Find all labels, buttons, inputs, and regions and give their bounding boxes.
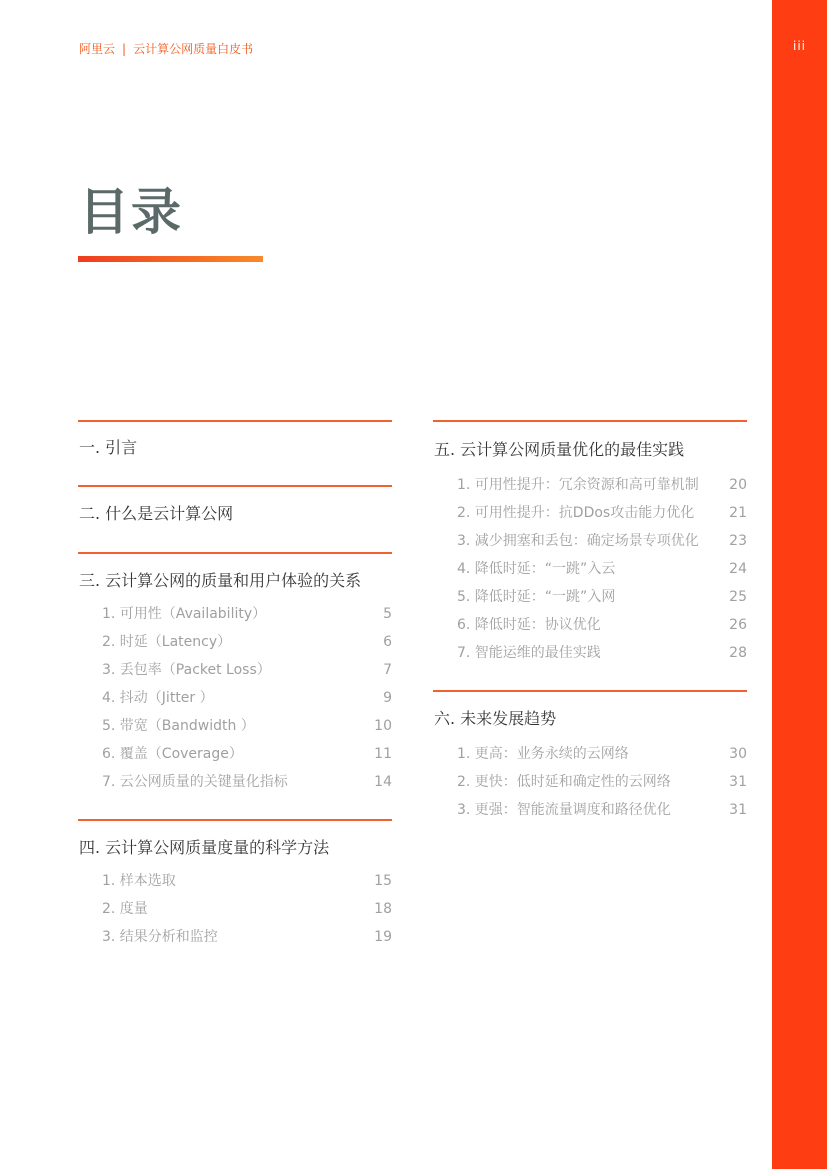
entry-page-number: 20: [729, 477, 747, 493]
section-title[interactable]: 六. 未来发展趋势: [434, 709, 557, 728]
toc-entry-list: [78, 867, 392, 951]
entry-page-number: 5: [383, 606, 392, 622]
entry-label: 2. 可用性提升：抗DDos攻击能力优化: [457, 505, 695, 521]
toc-entry[interactable]: [78, 867, 392, 895]
toc-entry[interactable]: [433, 740, 747, 768]
toc-entry[interactable]: [433, 583, 747, 611]
entry-page-number: 9: [383, 690, 392, 706]
accent-side-band: [772, 0, 827, 1169]
toc-section[interactable]: [78, 485, 392, 535]
toc-section[interactable]: [78, 420, 392, 468]
title-underline: [78, 256, 263, 262]
entry-label: 1. 可用性提升：冗余资源和高可靠机制: [457, 477, 699, 493]
toc-entry[interactable]: [78, 628, 392, 656]
entry-label: 3. 结果分析和监控: [102, 929, 218, 945]
entry-label: 5. 降低时延：“一跳”入网: [457, 589, 616, 605]
section-divider: [78, 485, 392, 487]
toc-entry[interactable]: [433, 639, 747, 667]
toc-entry[interactable]: [433, 611, 747, 639]
entry-label: 7. 智能运维的最佳实践: [457, 645, 601, 661]
section-title[interactable]: 一. 引言: [79, 438, 138, 457]
entry-label: 1. 更高：业务永续的云网络: [457, 746, 629, 762]
entry-label: 6. 降低时延：协议优化: [457, 617, 601, 633]
entry-label: 6. 覆盖（Coverage）: [102, 746, 243, 762]
toc-entry-list: [433, 471, 747, 667]
toc-entry[interactable]: [433, 555, 747, 583]
section-divider: [433, 690, 747, 692]
toc-entry[interactable]: [433, 499, 747, 527]
section-divider: [433, 420, 747, 422]
entry-label: 2. 时延（Latency）: [102, 634, 232, 650]
section-title[interactable]: 二. 什么是云计算公网: [79, 504, 234, 523]
entry-label: 3. 减少拥塞和丢包：确定场景专项优化: [457, 533, 699, 549]
toc-title: 目录: [79, 183, 183, 241]
toc-entry[interactable]: [78, 684, 392, 712]
entry-label: 7. 云公网质量的关键量化指标: [102, 774, 288, 790]
entry-page-number: 21: [729, 505, 747, 521]
brand-name: 阿里云: [79, 42, 116, 56]
section-title[interactable]: 五. 云计算公网质量优化的最佳实践: [434, 440, 685, 459]
toc-entry[interactable]: [78, 656, 392, 684]
entry-page-number: 30: [729, 746, 747, 762]
entry-label: 4. 抖动（Jitter ）: [102, 690, 214, 706]
entry-page-number: 18: [374, 901, 392, 917]
toc-entry-list: [78, 600, 392, 796]
section-divider: [78, 552, 392, 554]
entry-label: 4. 降低时延：“一跳”入云: [457, 561, 616, 577]
entry-label: 1. 样本选取: [102, 873, 176, 889]
toc-entry-list: [433, 740, 747, 824]
entry-label: 5. 带宽（Bandwidth ）: [102, 718, 255, 734]
entry-page-number: 23: [729, 533, 747, 549]
toc-right-column: [433, 420, 747, 824]
entry-page-number: 10: [374, 718, 392, 734]
entry-page-number: 28: [729, 645, 747, 661]
entry-label: 3. 更强：智能流量调度和路径优化: [457, 802, 671, 818]
toc-section[interactable]: [78, 552, 392, 796]
toc-entry[interactable]: [433, 768, 747, 796]
entry-page-number: 15: [374, 873, 392, 889]
header-separator: |: [122, 42, 127, 56]
running-header: [79, 40, 253, 57]
section-divider: [78, 420, 392, 422]
toc-entry[interactable]: [78, 768, 392, 796]
toc-entry[interactable]: [78, 712, 392, 740]
entry-page-number: 26: [729, 617, 747, 633]
entry-page-number: 31: [729, 774, 747, 790]
section-divider: [78, 819, 392, 821]
entry-page-number: 24: [729, 561, 747, 577]
document-title: 云计算公网质量白皮书: [133, 42, 254, 56]
entry-page-number: 14: [374, 774, 392, 790]
toc-entry[interactable]: [78, 895, 392, 923]
entry-page-number: 6: [383, 634, 392, 650]
toc-entry[interactable]: [78, 923, 392, 951]
entry-page-number: 31: [729, 802, 747, 818]
page-number: iii: [792, 39, 806, 53]
toc-entry[interactable]: [433, 796, 747, 824]
entry-page-number: 19: [374, 929, 392, 945]
entry-label: 2. 度量: [102, 901, 148, 917]
toc-left-column: [78, 420, 392, 951]
toc-entry[interactable]: [433, 471, 747, 499]
entry-label: 3. 丢包率（Packet Loss）: [102, 662, 271, 678]
entry-label: 2. 更快：低时延和确定性的云网络: [457, 774, 671, 790]
toc-section[interactable]: [78, 819, 392, 951]
entry-page-number: 11: [374, 746, 392, 762]
toc-entry[interactable]: [78, 600, 392, 628]
toc-section[interactable]: [433, 690, 747, 824]
toc-entry[interactable]: [433, 527, 747, 555]
toc-section[interactable]: [433, 420, 747, 667]
entry-page-number: 7: [383, 662, 392, 678]
toc-entry[interactable]: [78, 740, 392, 768]
section-title[interactable]: 三. 云计算公网的质量和用户体验的关系: [79, 571, 362, 590]
entry-page-number: 25: [729, 589, 747, 605]
entry-label: 1. 可用性（Availability）: [102, 606, 267, 622]
section-title[interactable]: 四. 云计算公网质量度量的科学方法: [79, 838, 330, 857]
